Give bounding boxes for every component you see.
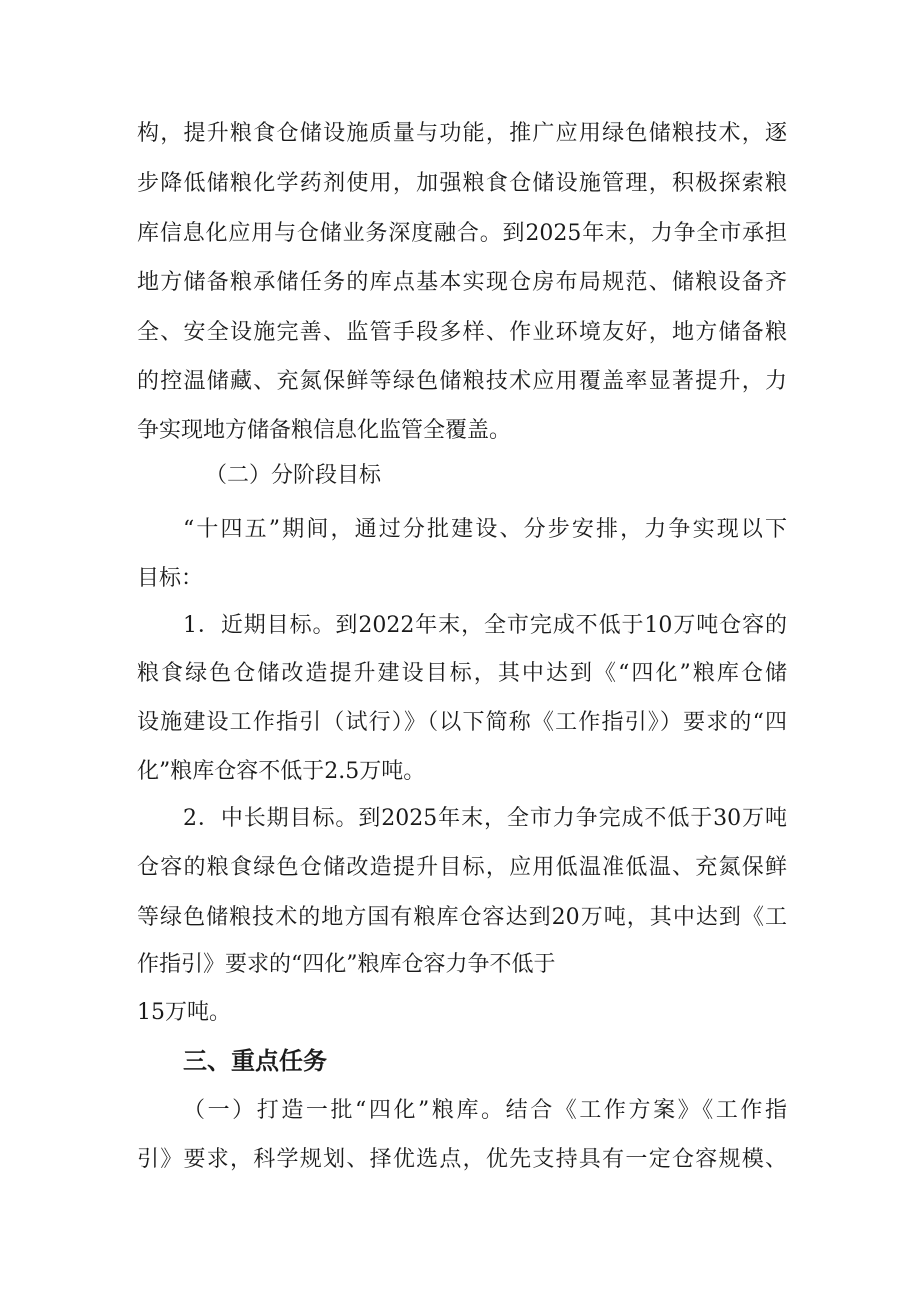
list-item-line: 1．近期目标。到2022年末，全市完成不低于10万吨仓容的 xyxy=(183,613,787,638)
list-item-line: 设施建设工作指引（试行）》（以下简称《工作指引》）要求的“四 xyxy=(137,710,787,735)
subheading: （二）分阶段目标 xyxy=(205,463,382,488)
list-item-line: 仓容的粮食绿色仓储改造提升目标，应用低温准低温、充氮保鲜 xyxy=(137,855,787,880)
paragraph-line: “十四五”期间，通过分批建设、分步安排，力争实现以下 xyxy=(183,517,787,542)
list-item-line: 等绿色储粮技术的地方国有粮库仓容达到20万吨，其中达到《工 xyxy=(137,905,787,930)
paragraph-line: 引》要求，科学规划、择优选点，优先支持具有一定仓容规模、 xyxy=(137,1147,787,1172)
list-item-line: 化”粮库仓容不低于2.5万吨。 xyxy=(137,759,426,784)
paragraph-line: （一）打造一批“四化”粮库。结合《工作方案》《工作指 xyxy=(183,1098,787,1123)
paragraph-line: 构，提升粮食仓储设施质量与功能，推广应用绿色储粮技术，逐 xyxy=(137,121,787,146)
paragraph-line: 全、安全设施完善、监管手段多样、作业环境友好，地方储备粮 xyxy=(137,320,787,345)
paragraph-line: 库信息化应用与仓储业务深度融合。到2025年末，力争全市承担 xyxy=(137,221,787,246)
list-item-line: 15万吨。 xyxy=(137,1000,231,1025)
paragraph-line: 目标： xyxy=(137,566,204,591)
list-item-line: 作指引》要求的“四化”粮库仓容力争不低于 xyxy=(137,952,556,977)
list-item-line: 2．中长期目标。到2025年末，全市力争完成不低于30万吨 xyxy=(183,806,787,831)
paragraph-line: 的控温储藏、充氮保鲜等绿色储粮技术应用覆盖率显著提升，力 xyxy=(137,369,787,394)
paragraph-line: 步降低储粮化学药剂使用，加强粮食仓储设施管理，积极探索粮 xyxy=(137,171,787,196)
list-item-line: 粮食绿色仓储改造提升建设目标，其中达到《“四化”粮库仓储 xyxy=(137,661,787,686)
paragraph-line: 争实现地方储备粮信息化监管全覆盖。 xyxy=(137,418,512,443)
section-heading: 三、重点任务 xyxy=(183,1047,327,1075)
paragraph-line: 地方储备粮承储任务的库点基本实现仓房布局规范、储粮设备齐 xyxy=(137,270,787,295)
